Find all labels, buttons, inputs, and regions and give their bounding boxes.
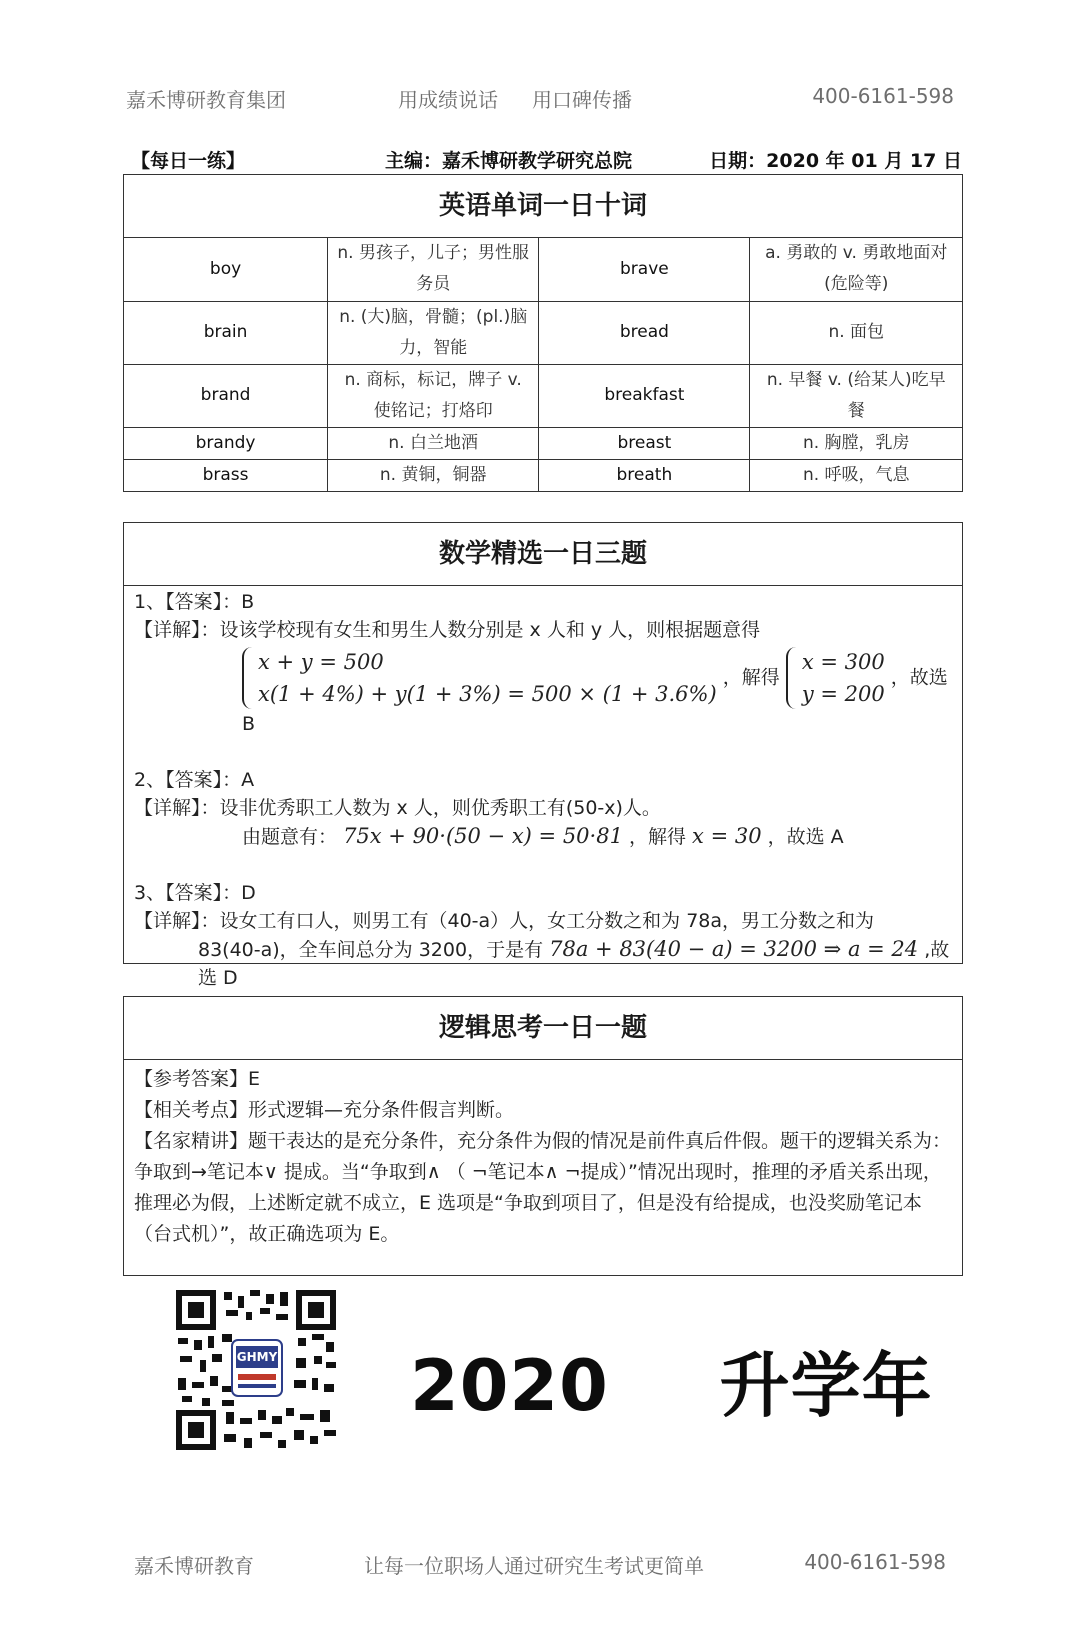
brace-icon (786, 647, 798, 709)
qr-logo-text: GHMY (236, 1350, 278, 1364)
vocab-word: breath (539, 459, 750, 491)
q3-equation: 78a + 83(40 − a) = 3200 ⇒ a = 24 (549, 937, 919, 961)
q2-mid: ，解得 (628, 826, 686, 848)
logic-explain: 【名家精讲】题干表达的是充分条件，充分条件为假的情况是前件真后件假。题干的逻辑关系为：争取到→笔记本∨ 提成。当“争取到∧ （ ¬笔记本∧ ¬提成）”情况出现时，推理的矛盾关系出现，推理必为假，上述断定就不成立，E 选项是“争取到项目了，但是没有给提成，也没奖励笔记本（台式机）”，故正确选项为 E。 (134, 1130, 952, 1245)
q3-prefix: 83(40-a)，全车间总分为 3200，于是有 (198, 939, 544, 961)
vocab-definition: n. 商标，标记，牌子 v. 使铭记；打烙印 (328, 364, 539, 427)
q1-detail: 【详解】：设该学校现有女生和男生人数分别是 x 人和 y 人，则根据题意得 (134, 619, 761, 641)
footer-mission: 让每一位职场人通过研究生考试更简单 (364, 1554, 704, 1578)
logic-title: 逻辑思考一日一题 (124, 997, 962, 1060)
vocab-definition: n. 早餐 v. (给某人)吃早餐 (750, 364, 962, 427)
meta-line (131, 146, 962, 172)
vocab-definition: n. 黄铜，铜器 (328, 459, 539, 491)
q1-answer: 1、【答案】：B (134, 591, 255, 613)
math-section (123, 522, 963, 989)
table-row (124, 364, 962, 427)
logic-answer: 【参考答案】E (134, 1068, 261, 1090)
promo-text: 升学年 (719, 1345, 933, 1427)
q3-detail: 【详解】：设女工有口人，则男工有（40-a）人，女工分数之和为 78a，男工分数之和为 (134, 910, 875, 932)
table-row (124, 427, 962, 459)
editor-label: 主编：嘉禾博研教学研究总院 (385, 150, 633, 172)
promo-slogan (410, 1330, 933, 1431)
logic-body (124, 1060, 962, 1268)
vocab-word: brain (124, 301, 328, 364)
page-header (126, 84, 954, 114)
logic-point: 【相关考点】形式逻辑—充分条件假言判断。 (134, 1099, 515, 1121)
vocab-title: 英语单词一日十词 (124, 175, 962, 238)
q2-solution: x = 30 (692, 824, 762, 848)
q1-solve-label: ，解得 (722, 666, 780, 689)
q1-conclusion: ，故选 B (242, 666, 948, 735)
q2-answer: 2、【答案】：A (134, 769, 255, 791)
qr-code[interactable] (176, 1290, 336, 1450)
math-title: 数学精选一日三题 (124, 523, 962, 586)
q3-conclusion: ,故选 D (198, 939, 950, 989)
vocab-section (123, 174, 963, 492)
q1-equations (134, 646, 952, 738)
brace-icon (242, 647, 254, 709)
vocab-word: boy (124, 238, 328, 301)
table-row (124, 301, 962, 364)
table-row (124, 459, 962, 491)
vocab-word: brave (539, 238, 750, 301)
q2-conclusion: ，故选 A (767, 826, 844, 848)
q2-line2 (134, 822, 952, 851)
header-company: 嘉禾博研教育集团 (126, 88, 286, 112)
header-phone: 400-6161-598 (812, 84, 954, 108)
vocab-word: bread (539, 301, 750, 364)
qr-code-icon (176, 1290, 336, 1450)
q1-system (242, 646, 717, 710)
vocab-definition: n. 面包 (750, 301, 962, 364)
q3-line2 (134, 935, 952, 992)
q1-sol1: x = 300 (801, 650, 885, 674)
vocab-definition: n. 胸膛，乳房 (750, 427, 962, 459)
q1-eq1: x + y = 500 (258, 650, 384, 674)
header-slogan-2: 用口碑传播 (532, 88, 632, 112)
q2-prefix: 由题意有： (242, 826, 338, 848)
logic-section (123, 996, 963, 1276)
q1-sol2: y = 200 (801, 682, 885, 706)
q1-eq2: x(1 + 4%) + y(1 + 3%) = 500 × (1 + 3.6%) (258, 682, 717, 706)
vocab-word: brand (124, 364, 328, 427)
vocab-word: brandy (124, 427, 328, 459)
q2-equation: 75x + 90·(50 − x) = 50·81 (343, 824, 623, 848)
table-row (124, 238, 962, 301)
vocab-definition: n. 白兰地酒 (328, 427, 539, 459)
promo-year: 2020 (410, 1345, 609, 1427)
vocab-definition: n. 呼吸，气息 (750, 459, 962, 491)
q2-detail: 【详解】：设非优秀职工人数为 x 人，则优秀职工有(50-x)人。 (134, 797, 661, 819)
vocab-word: brass (124, 459, 328, 491)
date-label: 日期：2020 年 01 月 17 日 (709, 150, 962, 172)
vocab-table (124, 238, 962, 491)
vocab-word: breast (539, 427, 750, 459)
footer-phone: 400-6161-598 (804, 1550, 946, 1574)
daily-label: 【每日一练】 (131, 150, 246, 172)
footer-brand: 嘉禾博研教育 (134, 1554, 254, 1578)
q3-answer: 3、【答案】：D (134, 882, 256, 904)
q1-solution (786, 646, 885, 710)
page-footer (134, 1550, 946, 1580)
vocab-definition: n. 男孩子，儿子；男性服务员 (328, 238, 539, 301)
math-body (124, 586, 962, 1006)
header-slogan-1: 用成绩说话 (398, 88, 498, 112)
vocab-definition: a. 勇敢的 v. 勇敢地面对(危险等) (750, 238, 962, 301)
vocab-word: breakfast (539, 364, 750, 427)
vocab-definition: n. (大)脑，骨髓；(pl.)脑力，智能 (328, 301, 539, 364)
